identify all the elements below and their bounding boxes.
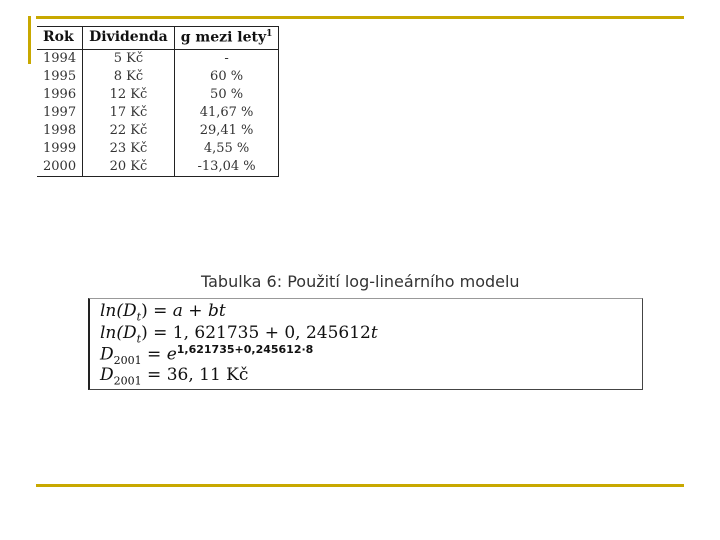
- bottom-divider-line: [36, 484, 684, 487]
- formula-model: [100, 301, 226, 323]
- cell-growth: 4,55 %: [174, 140, 279, 158]
- formula-3-base: e: [166, 344, 177, 365]
- cell-dividend: 23 Kč: [83, 140, 175, 158]
- table-row: [37, 68, 279, 86]
- formula-2-lhs: ln(D: [100, 323, 137, 343]
- cell-year: 1997: [37, 104, 83, 122]
- formula-2-t: t: [370, 323, 378, 343]
- formula-4-sub: 2001: [113, 374, 142, 388]
- cell-dividend: 20 Kč: [83, 158, 175, 177]
- cell-year: 1998: [37, 122, 83, 140]
- table-row: [37, 104, 279, 122]
- cell-growth: 50 %: [174, 86, 279, 104]
- cell-growth: 29,41 %: [174, 122, 279, 140]
- cell-dividend: 22 Kč: [83, 122, 175, 140]
- header-dividenda: Dividenda: [83, 27, 175, 50]
- cell-growth: -13,04 %: [174, 158, 279, 177]
- formula-4-eq: =: [141, 365, 167, 385]
- cell-dividend: 5 Kč: [83, 49, 175, 68]
- cell-year: 1996: [37, 86, 83, 104]
- cell-growth: 60 %: [174, 68, 279, 86]
- header-rok: Rok: [37, 27, 83, 50]
- table-row: [37, 122, 279, 140]
- table-header-row: [37, 27, 279, 50]
- formula-2-value: 1, 621735 + 0, 245612: [172, 323, 371, 343]
- dividend-table: [37, 26, 279, 177]
- formula-1-eq: ) =: [141, 301, 173, 321]
- table-row: [37, 86, 279, 104]
- cell-growth: -: [174, 49, 279, 68]
- cell-dividend: 17 Kč: [83, 104, 175, 122]
- top-divider-line: [36, 16, 684, 19]
- formula-result: [100, 365, 248, 387]
- formula-4-lhs: D: [100, 365, 114, 385]
- formula-2-eq: ) =: [141, 323, 173, 343]
- cell-growth: 41,67 %: [174, 104, 279, 122]
- formula-box: [88, 298, 643, 390]
- formula-2-sub: t: [136, 332, 142, 346]
- cell-dividend: 8 Kč: [83, 68, 175, 86]
- formula-1-plus: +: [182, 301, 208, 321]
- table-row: [37, 140, 279, 158]
- cell-year: 2000: [37, 158, 83, 177]
- table-row: [37, 158, 279, 177]
- formula-4-value: 36, 11 Kč: [166, 365, 249, 385]
- cell-year: 1999: [37, 140, 83, 158]
- table-caption: Tabulka 6: Použití log-lineárního modelu: [201, 272, 520, 291]
- formula-1-a: a: [172, 301, 183, 321]
- formula-1-lhs: ln(D: [100, 301, 137, 321]
- formula-1-sub: t: [136, 310, 142, 324]
- formula-3-lhs: D: [100, 344, 114, 365]
- formula-1-bt: bt: [207, 301, 226, 321]
- left-divider-line: [28, 16, 31, 64]
- cell-dividend: 12 Kč: [83, 86, 175, 104]
- header-growth-label: g mezi lety: [180, 29, 267, 46]
- table-row: [37, 49, 279, 68]
- formula-forecast: [100, 343, 313, 367]
- cell-year: 1994: [37, 49, 83, 68]
- formula-3-sub: 2001: [113, 354, 142, 368]
- formula-3-exponent: 1,621735+0,245612·8: [176, 343, 314, 356]
- cell-year: 1995: [37, 68, 83, 86]
- header-footnote-mark: 1: [266, 29, 273, 39]
- formula-3-eq: =: [141, 344, 167, 365]
- header-growth: [174, 27, 279, 50]
